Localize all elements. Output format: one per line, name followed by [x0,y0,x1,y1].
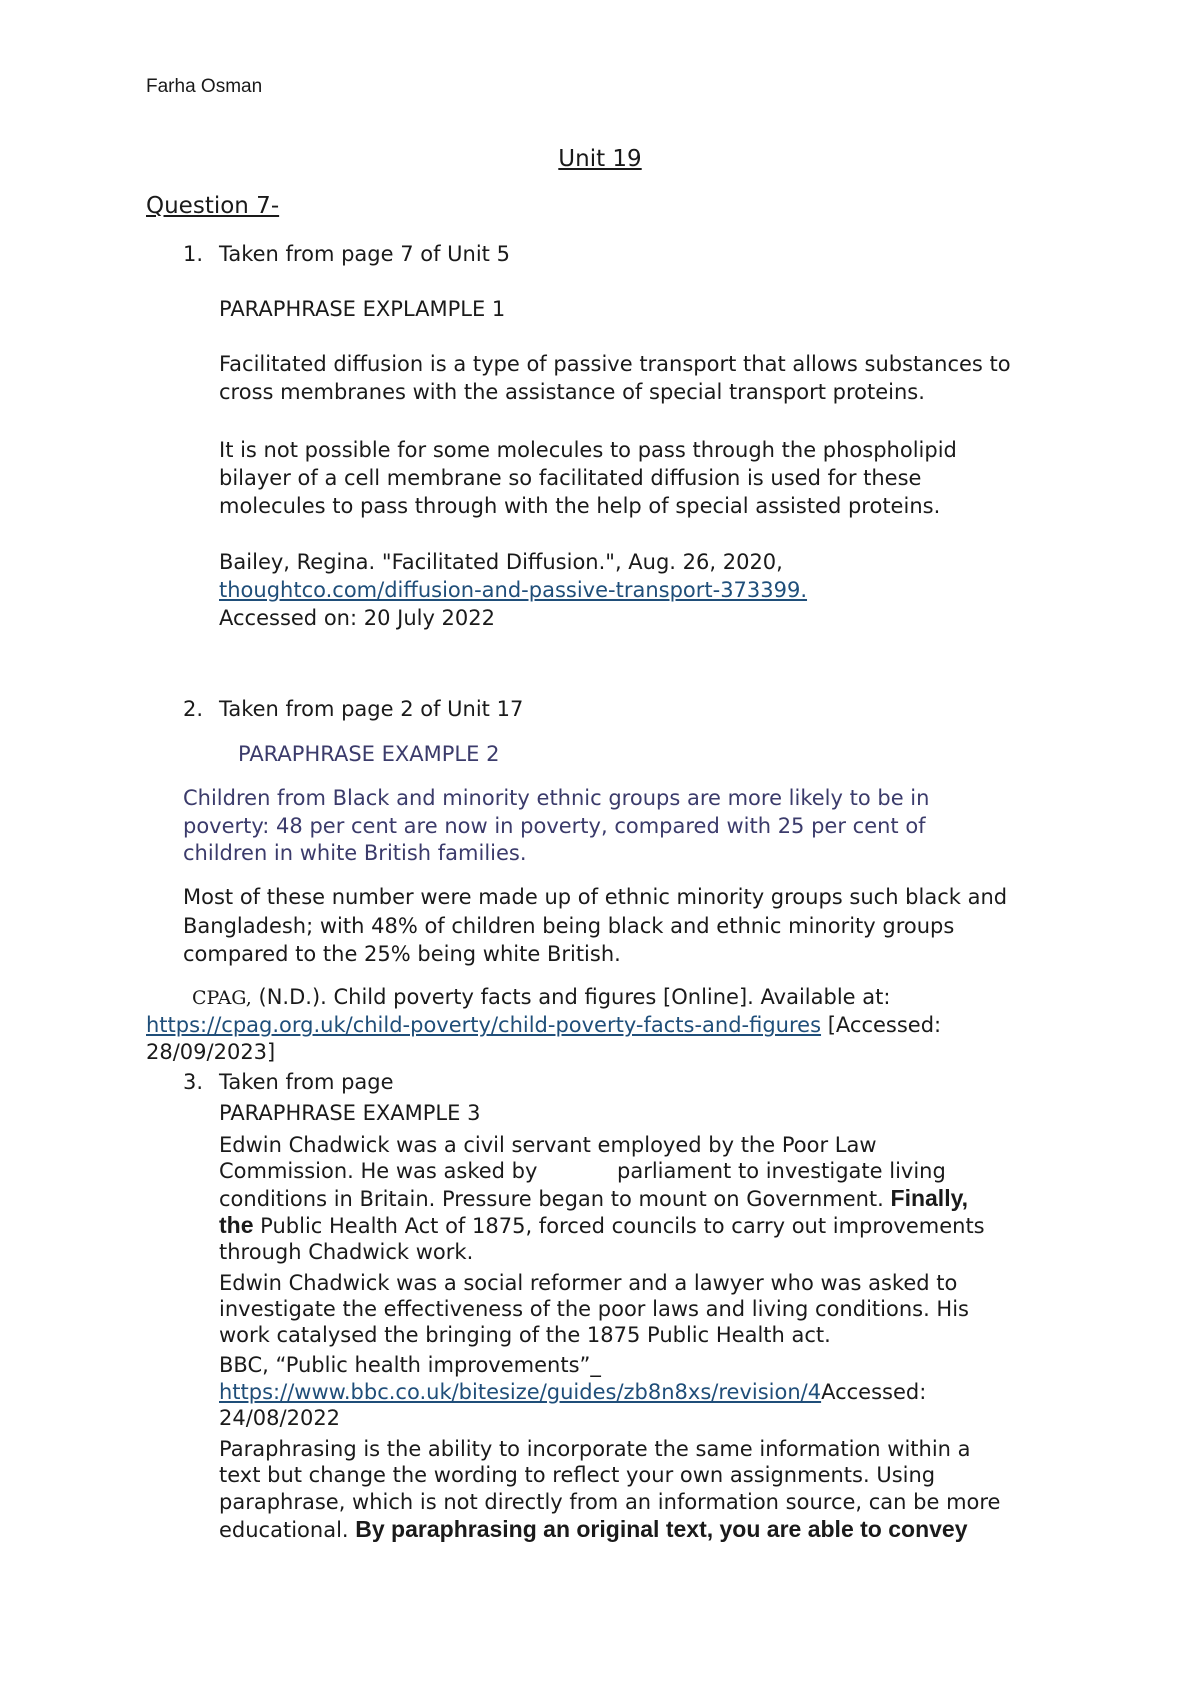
item1-paraphrase-line: molecules to pass through with the help of special assisted proteins. [219,494,941,518]
item3-citation-link[interactable]: https://www.bbc.co.uk/bitesize/guides/zb8n8xs/revision/4 [219,1380,822,1404]
summary-text: educational. [219,1518,356,1542]
item3-citation: BBC, “Public health improvements”_ [219,1353,601,1377]
item2-paraphrase-line: Bangladesh; with 48% of children being black and ethnic minority groups [183,914,955,938]
item3-paraphrase-line: investigate the effectiveness of the poor laws and living conditions. His [219,1297,969,1321]
item2-accessed-label: [Accessed: [821,1013,942,1037]
question-heading: Question 7- [146,193,280,219]
summary-line: text but change the wording to reflect your own assignments. Using [219,1463,936,1487]
item3-accessed-date: 24/08/2022 [219,1406,341,1430]
item2-citation-org: CPAG, [192,987,252,1009]
item3-original-line [219,1212,985,1239]
page-title: Unit 19 [558,146,642,172]
item2-accessed-date: 28/09/2023] [146,1040,276,1064]
summary-line [219,1516,968,1543]
item3-original-text: conditions in Britain. Pressure began to mount on Government. [219,1187,891,1211]
author-name: Farha Osman [146,76,263,97]
list-number-3: 3. [183,1070,204,1094]
item3-paraphrase-line: Edwin Chadwick was a social reformer and a lawyer who was asked to [219,1271,958,1295]
item1-source: Taken from page 7 of Unit 5 [219,242,510,266]
item2-citation [192,985,890,1009]
item2-original-line: children in white British families. [183,841,527,865]
item3-source: Taken from page [219,1070,394,1094]
item3-original-line: through Chadwick work. [219,1240,474,1264]
item3-original-line: Edwin Chadwick was a civil servant employed by the Poor Law [219,1133,877,1157]
item3-example-label: PARAPHRASE EXAMPLE 3 [219,1101,481,1125]
item2-citation-link[interactable]: https://cpag.org.uk/child-poverty/child-poverty-facts-and-figures [146,1013,822,1037]
list-number-1: 1. [183,242,204,266]
item1-accessed-date: Accessed on: 20 July 2022 [219,606,496,630]
item1-original-line: Facilitated diffusion is a type of passive transport that allows substances to [219,352,1011,376]
item3-bold-word: the [219,1212,254,1238]
item1-paraphrase-line: bilayer of a cell membrane so facilitated diffusion is used for these [219,466,922,490]
item1-example-label: PARAPHRASE EXPLAMPLE 1 [219,297,506,321]
item1-citation-link[interactable]: thoughtco.com/diffusion-and-passive-transport-373399. [219,578,808,602]
item2-citation-text: (N.D.). Child poverty facts and figures [Online]. Available at: [251,985,891,1009]
item3-original-text: Public Health Act of 1875, forced councils to carry out improvements [253,1214,985,1238]
item3-original-line-a: Commission. He was asked by [219,1159,538,1183]
item3-accessed-label: Accessed: [821,1380,927,1404]
item3-original-line [219,1185,968,1212]
item1-original-line: cross membranes with the assistance of special transport proteins. [219,380,925,404]
summary-line: Paraphrasing is the ability to incorporate the same information within a [219,1437,971,1461]
item1-paraphrase-line: It is not possible for some molecules to pass through the phospholipid [219,438,957,462]
item3-bold-word: Finally, [890,1185,969,1211]
item2-original-line: poverty: 48 per cent are now in poverty, compared with 25 per cent of [183,814,926,838]
item2-source: Taken from page 2 of Unit 17 [219,697,524,721]
summary-line: paraphrase, which is not directly from an information source, can be more [219,1490,1001,1514]
item2-original-line: Children from Black and minority ethnic groups are more likely to be in [183,786,930,810]
item2-paraphrase-line: compared to the 25% being white British. [183,942,621,966]
item3-paraphrase-line: work catalysed the bringing of the 1875 Public Health act. [219,1323,831,1347]
item3-citation-line [219,1380,926,1404]
item2-example-label: PARAPHRASE EXAMPLE 2 [238,742,500,766]
item2-paraphrase-line: Most of these number were made up of ethnic minority groups such black and [183,885,1008,909]
item2-citation-line [146,1013,941,1037]
summary-bold-text: By paraphrasing an original text, you are able to convey [355,1516,968,1542]
item3-original-line-b: parliament to investigate living [617,1159,946,1183]
item1-citation: Bailey, Regina. "Facilitated Diffusion.", Aug. 26, 2020, [219,550,783,574]
list-number-2: 2. [183,697,204,721]
